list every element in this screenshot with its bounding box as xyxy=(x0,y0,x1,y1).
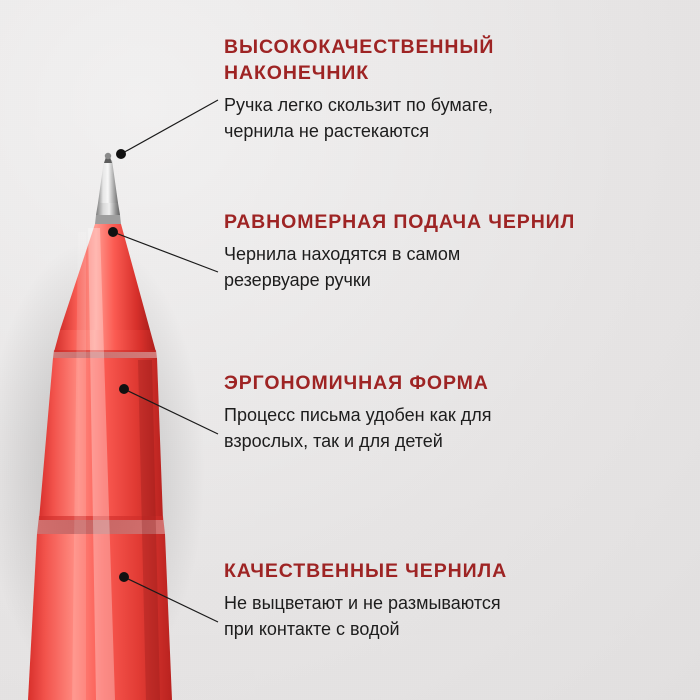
leader-line-3 xyxy=(124,389,218,434)
callout-2-body: Чернила находятся в самом резервуаре ручки xyxy=(224,244,461,290)
callout-dot-1 xyxy=(116,149,126,159)
callout-dot-4 xyxy=(119,572,129,582)
callout-1 xyxy=(224,34,494,144)
leader-line-1 xyxy=(121,100,218,154)
callout-3-title: ЭРГОНОМИЧНАЯ ФОРМА xyxy=(224,372,489,394)
callout-1-body: Ручка легко скользит по бумаге, чернила не растекаются xyxy=(224,95,493,141)
leader-line-2 xyxy=(113,232,218,272)
callout-dot-2 xyxy=(108,227,118,237)
callout-2 xyxy=(224,209,575,293)
callout-dot-3 xyxy=(119,384,129,394)
callout-1-title: ВЫСОКОКАЧЕСТВЕННЫЙ НАКОНЕЧНИК xyxy=(224,36,495,84)
callout-4-title: КАЧЕСТВЕННЫЕ ЧЕРНИЛА xyxy=(224,560,508,582)
callout-3 xyxy=(224,370,492,454)
leader-line-4 xyxy=(124,577,218,622)
callout-4-body: Не выцветают и не размываются при контакте с водой xyxy=(224,593,501,639)
callout-3-body: Процесс письма удобен как для взрослых, так и для детей xyxy=(224,405,492,451)
callout-4 xyxy=(224,558,507,642)
callout-2-title: РАВНОМЕРНАЯ ПОДАЧА ЧЕРНИЛ xyxy=(224,211,576,233)
